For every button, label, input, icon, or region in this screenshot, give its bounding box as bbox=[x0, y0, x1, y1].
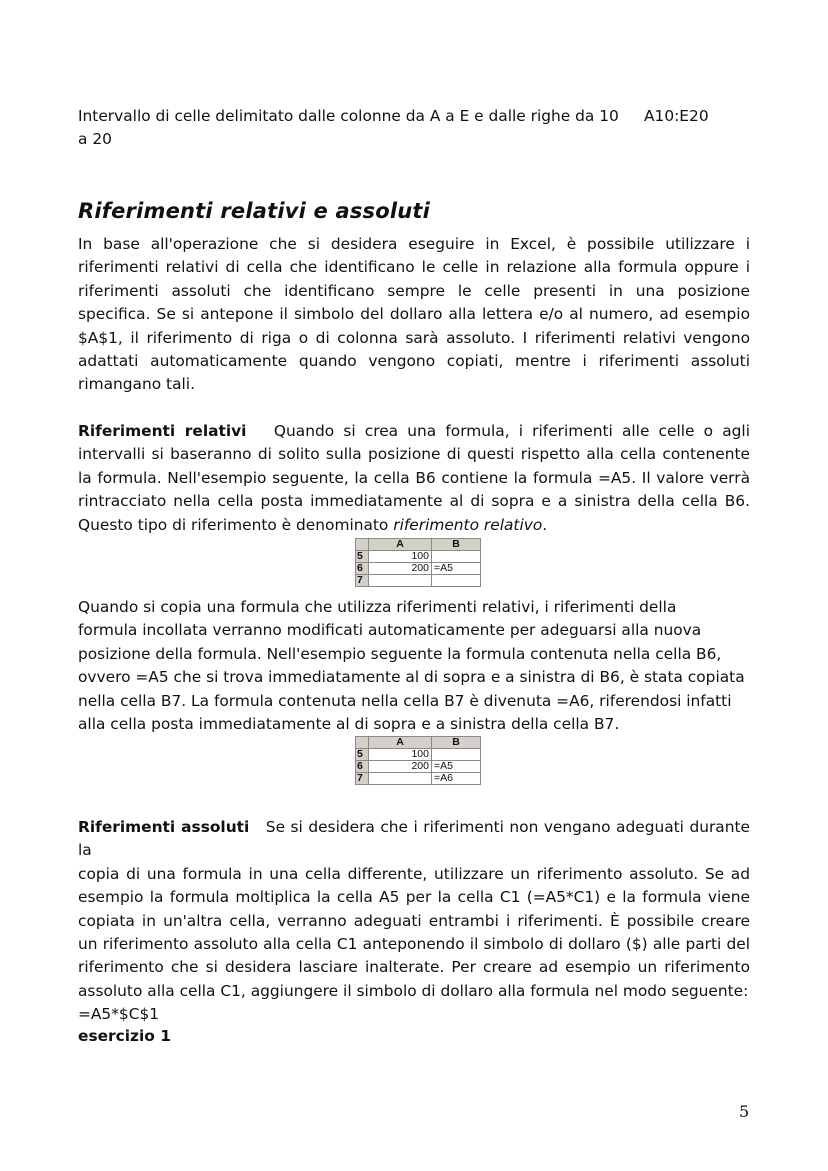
text-line: posizione della formula. Nell'esempio seguente la formula contenuta nella cella B6, bbox=[78, 644, 722, 663]
paragraph-copy bbox=[78, 596, 750, 736]
text-line bbox=[78, 514, 750, 537]
relativi-last-prefix: Questo tipo di riferimento è denominato bbox=[78, 515, 394, 534]
text-line: riferimento che si desidera lasciare inalterate. Per creare ad esempio un riferimento bbox=[78, 958, 750, 977]
cell-a: 100 bbox=[369, 551, 432, 563]
text-line: copiata in un'altra cella, verranno adeguati entrambi i riferimenti. È possibile creare bbox=[78, 911, 750, 930]
paragraph-assoluti bbox=[78, 816, 750, 1027]
cell-a bbox=[369, 575, 432, 587]
relativi-line-1: Quando si crea una formula, i riferimenti alle celle o agli bbox=[273, 422, 750, 440]
exercise-label: esercizio 1 bbox=[78, 1027, 171, 1045]
text-line: assoluto alla cella C1, aggiungere il simbolo di dollaro alla formula nel modo seguente: bbox=[78, 981, 749, 1000]
text-line: adattati automaticamente quando vengono copiati, mentre i riferimenti assoluti bbox=[78, 352, 750, 371]
text-line bbox=[78, 420, 750, 443]
text-line: riferimenti assoluti che identificano sempre le celle presenti in una posizione bbox=[78, 281, 750, 300]
text-line: formula incollata verranno modificati automaticamente per adeguarsi alla nuova bbox=[78, 621, 702, 640]
intro-line-1: Intervallo di celle delimitato dalle colonne da A a E e dalle righe da 10 bbox=[78, 107, 619, 125]
paragraph-intro bbox=[78, 233, 750, 397]
cell-b bbox=[432, 575, 481, 587]
corner-cell bbox=[356, 539, 369, 551]
text-line: copia di una formula in una cella differente, utilizzare un riferimento assoluto. Se ad bbox=[78, 864, 750, 883]
cell-b: =A6 bbox=[432, 773, 481, 785]
column-header: B bbox=[432, 539, 481, 551]
text-line: nella cella B7. La formula contenuta nella cella B7 è divenuta =A6, riferendosi infatti bbox=[78, 691, 732, 710]
formula-text: =A5*$C$1 bbox=[78, 1005, 160, 1024]
row-header: 6 bbox=[356, 761, 369, 773]
text-line: esempio la formula moltiplica la cella A5 per la cella C1 (=A5*C1) e la formula viene bbox=[78, 888, 750, 907]
text-line: $A$1, il riferimento di riga o di colonna sarà assoluto. I riferimenti relativi vengono bbox=[78, 328, 750, 347]
row-header: 7 bbox=[356, 773, 369, 785]
intro-text bbox=[78, 105, 750, 152]
text-line: In base all'operazione che si desidera eseguire in Excel, è possibile utilizzare i bbox=[78, 235, 750, 253]
cell-a bbox=[369, 773, 432, 785]
relativi-title: Riferimenti relativi bbox=[78, 422, 247, 440]
paragraph-relativi bbox=[78, 420, 750, 537]
text-line bbox=[78, 816, 750, 863]
intro-line-2: a 20 bbox=[78, 130, 112, 149]
section-heading: Riferimenti relativi e assoluti bbox=[78, 199, 431, 223]
text-line: la formula. Nell'esempio seguente, la cella B6 contiene la formula =A5. Il valore verrà bbox=[78, 468, 750, 487]
cell-a: 200 bbox=[369, 563, 432, 575]
row-header: 5 bbox=[356, 749, 369, 761]
text-line: rimangano tali. bbox=[78, 375, 195, 394]
text-line: specifica. Se si antepone il simbolo del dollaro alla lettera e/o al numero, ad esempio bbox=[78, 305, 750, 324]
assoluti-line-1: Se si desidera che i riferimenti non vengano adeguati durante la bbox=[78, 818, 750, 860]
page-number: 5 bbox=[739, 1102, 750, 1121]
text-line: ovvero =A5 che si trova immediatamente al di sopra e a sinistra di B6, è stata copiata bbox=[78, 668, 745, 687]
text-line: intervalli si baseranno di solito sulla posizione di questi rispetto alla cella contenente bbox=[78, 445, 750, 464]
corner-cell bbox=[356, 737, 369, 749]
relativi-last-suffix: . bbox=[542, 515, 548, 534]
spreadsheet-example-2 bbox=[355, 736, 481, 785]
column-header: A bbox=[369, 737, 432, 749]
cell-b: =A5 bbox=[432, 563, 481, 575]
column-header: B bbox=[432, 737, 481, 749]
assoluti-title: Riferimenti assoluti bbox=[78, 818, 250, 836]
text-line: alla cella posta immediatamente al di sopra e a sinistra della cella B7. bbox=[78, 715, 620, 734]
relativi-term: riferimento relativo bbox=[393, 515, 543, 534]
cell-b: =A5 bbox=[432, 761, 481, 773]
row-header: 5 bbox=[356, 551, 369, 563]
text-line: Quando si copia una formula che utilizza riferimenti relativi, i riferimenti della bbox=[78, 598, 677, 616]
intro-range: A10:E20 bbox=[644, 107, 709, 125]
column-header: A bbox=[369, 539, 432, 551]
text-line: riferimenti relativi di cella che identificano le celle in relazione alla formula oppure i bbox=[78, 258, 750, 277]
cell-b bbox=[432, 749, 481, 761]
row-header: 6 bbox=[356, 563, 369, 575]
cell-a: 100 bbox=[369, 749, 432, 761]
cell-a: 200 bbox=[369, 761, 432, 773]
text-line: un riferimento assoluto alla cella C1 anteponendo il simbolo di dollaro ($) alle parti del bbox=[78, 935, 750, 954]
spreadsheet-example-1 bbox=[355, 538, 481, 587]
row-header: 7 bbox=[356, 575, 369, 587]
cell-b bbox=[432, 551, 481, 563]
text-line: rintracciato nella cella posta immediatamente al di sopra e a sinistra della cella B6. bbox=[78, 492, 750, 511]
